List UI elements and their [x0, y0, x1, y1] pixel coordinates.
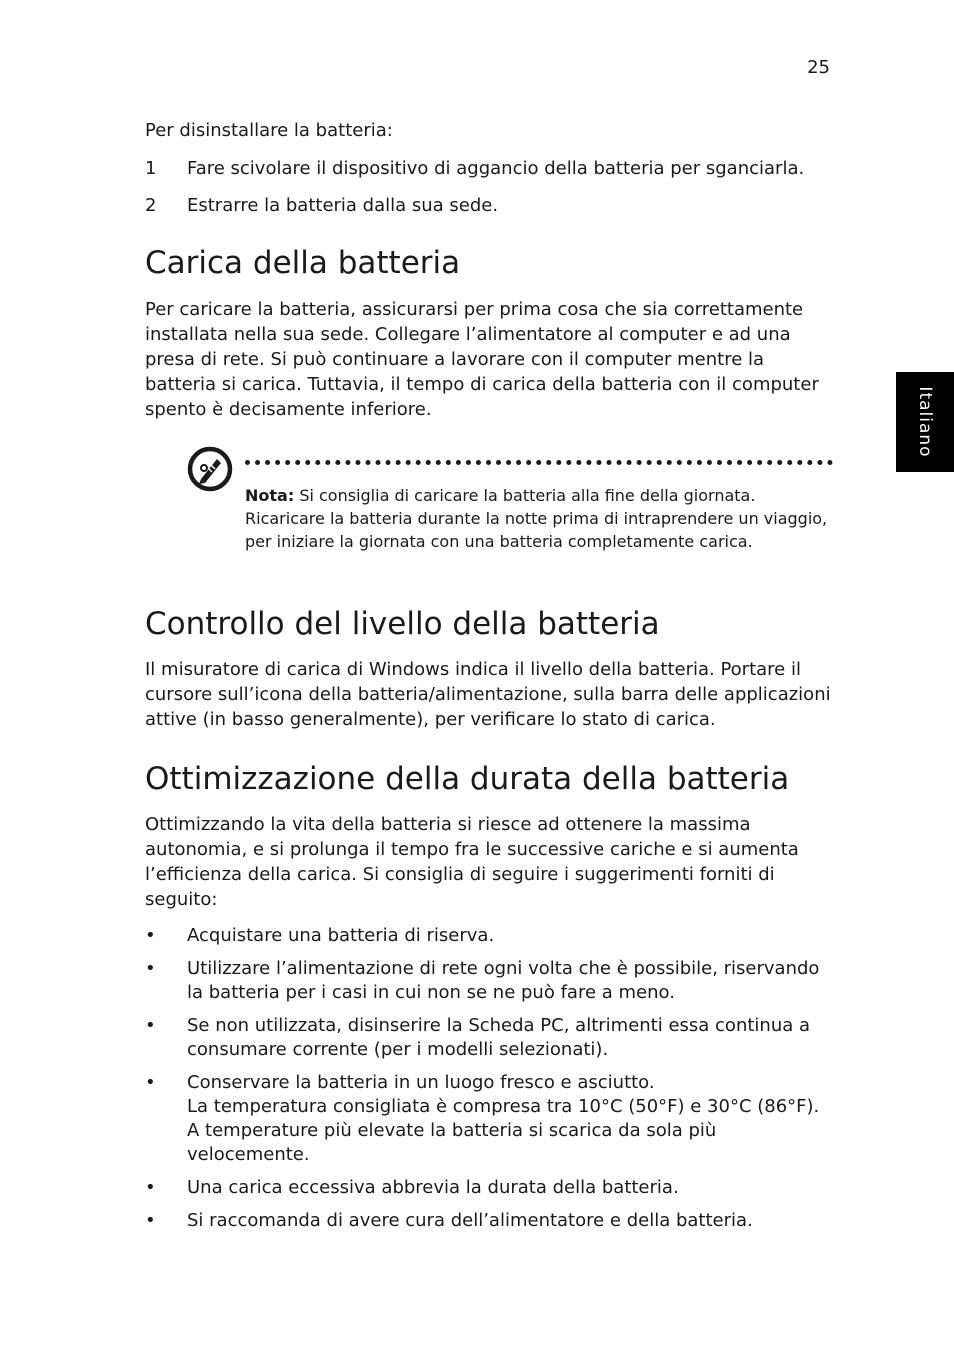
- page-number: 25: [807, 57, 830, 78]
- page-content: [145, 118, 835, 1242]
- bullet-symbol: •: [145, 1015, 156, 1036]
- step-item: [145, 156, 835, 181]
- carica-body: Per caricare la batteria, assicurarsi per prima cosa che sia correttamente installata nella sua sede. Collegare l’alimentatore al computer e ad una presa di rete. Si può continuare a lavorare con il computer mentre la batteria si carica. Tuttavia, il tempo di carica della batteria con il computer spento è decisamente inferiore.: [145, 299, 819, 420]
- heading-carica: Carica della batteria: [145, 245, 461, 281]
- language-tab: [896, 372, 954, 472]
- list-item: [145, 1014, 835, 1062]
- list-item: [145, 1176, 835, 1200]
- bullet-symbol: •: [145, 1072, 156, 1093]
- note-box: [145, 443, 835, 605]
- note-icon: [187, 446, 233, 492]
- bullet-symbol: •: [145, 925, 156, 946]
- note-label: Nota:: [245, 486, 295, 505]
- language-tab-label: Italiano: [915, 386, 935, 458]
- ottimizzazione-body: Ottimizzando la vita della batteria si riesce ad ottenere la massima autonomia, e si prolunga il tempo fra le successive cariche e si aumenta l’efficienza della carica. Si consiglia di seguire i suggerimenti forniti di seguito:: [145, 814, 799, 910]
- bullet-symbol: •: [145, 958, 156, 979]
- step-number: 1: [145, 158, 157, 179]
- bullet-symbol: •: [145, 1210, 156, 1231]
- bullet-text-detail: La temperatura consigliata è compresa tra 10°C (50°F) e 30°C (86°F). A temperature più elevate la batteria si scarica da sola più velocemente.: [187, 1096, 820, 1165]
- list-item: [145, 924, 835, 948]
- heading-ottimizzazione: Ottimizzazione della durata della batteria: [145, 761, 790, 797]
- bullet-text: Una carica eccessiva abbrevia la durata della batteria.: [187, 1177, 679, 1198]
- note-dotted-rule: [245, 460, 833, 465]
- intro-text: Per disinstallare la batteria:: [145, 120, 393, 141]
- step-number: 2: [145, 195, 157, 216]
- step-text: Estrarre la batteria dalla sua sede.: [187, 195, 499, 216]
- note-text: [245, 484, 835, 553]
- bullet-text: Utilizzare l’alimentazione di rete ogni volta che è possibile, riservando la batteria per i casi in cui non se ne può fare a meno.: [187, 958, 820, 1003]
- step-item: [145, 193, 835, 218]
- bullet-text-line: Conservare la batteria in un luogo fresco e asciutto.: [187, 1072, 655, 1093]
- bullet-text: [187, 1071, 835, 1167]
- tips-list: [145, 924, 835, 1233]
- bullet-text: Acquistare una batteria di riserva.: [187, 925, 495, 946]
- note-body: Si consiglia di caricare la batteria alla fine della giornata. Ricaricare la batteria durante la notte prima di intraprendere un viaggio, per iniziare la giornata con una batteria completamente carica.: [245, 486, 828, 551]
- heading-controllo: Controllo del livello della batteria: [145, 606, 660, 642]
- list-item: [145, 1071, 835, 1167]
- step-text: Fare scivolare il dispositivo di aggancio della batteria per sganciarla.: [187, 158, 805, 179]
- removal-steps: [145, 156, 835, 218]
- bullet-text: Si raccomanda di avere cura dell’alimentatore e della batteria.: [187, 1210, 753, 1231]
- bullet-symbol: •: [145, 1177, 156, 1198]
- bullet-text: Se non utilizzata, disinserire la Scheda PC, altrimenti essa continua a consumare corrente (per i modelli selezionati).: [187, 1015, 811, 1060]
- list-item: [145, 957, 835, 1005]
- list-item: [145, 1209, 835, 1233]
- controllo-body: Il misuratore di carica di Windows indica il livello della batteria. Portare il cursore sull’icona della batteria/alimentazione, sulla barra delle applicazioni attive (in basso generalmente), per verificare lo stato di carica.: [145, 659, 831, 730]
